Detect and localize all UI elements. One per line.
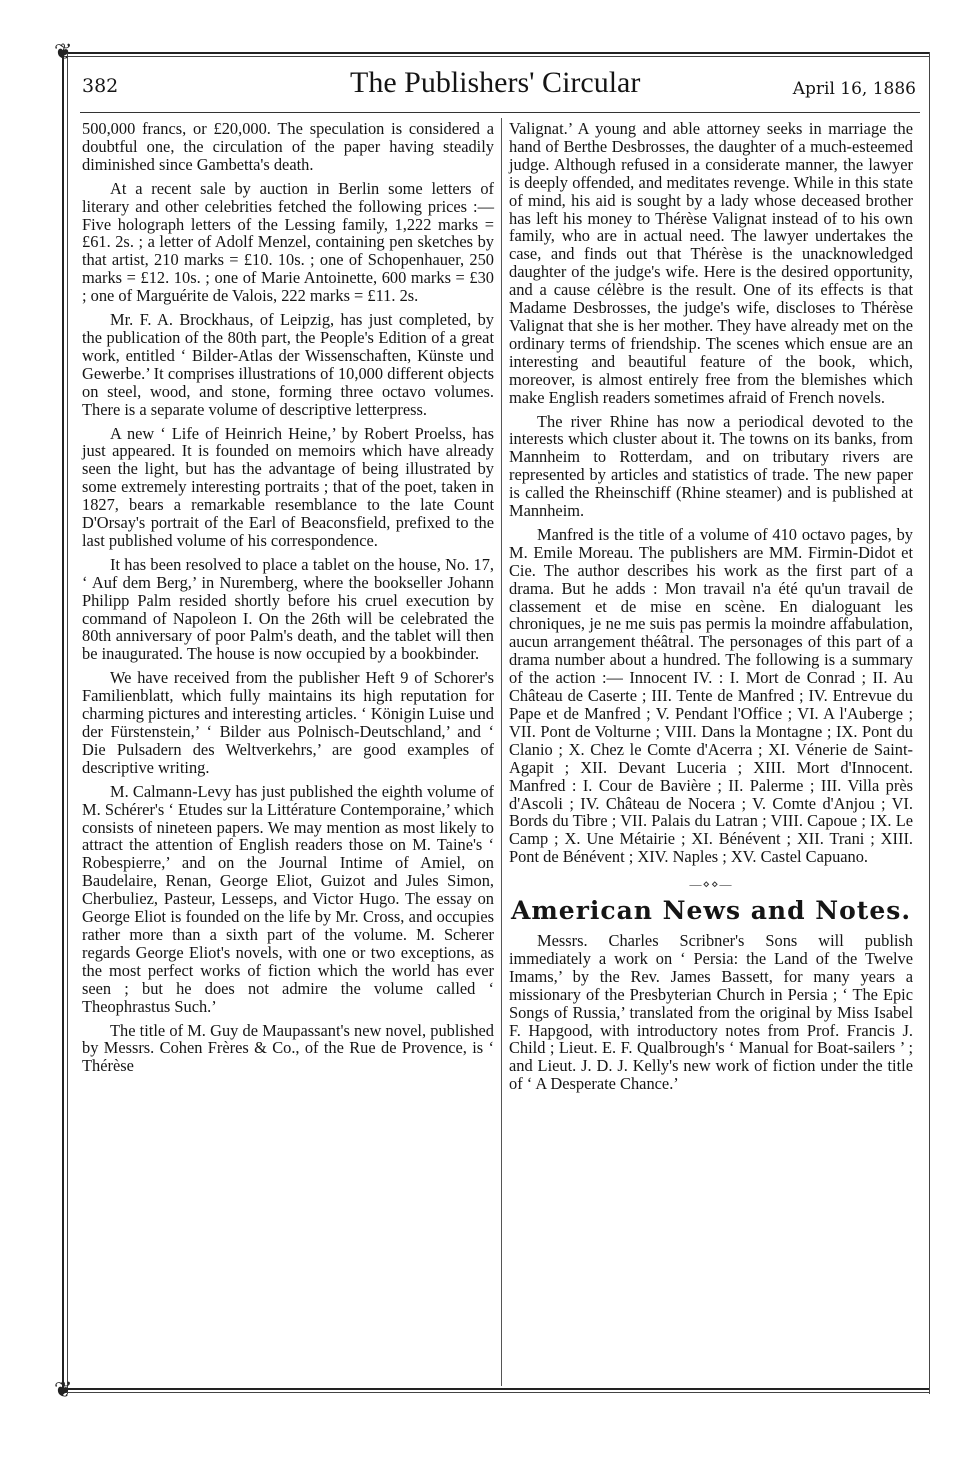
paragraph: The river Rhine has now a periodical devoted to the interests which cluster about it. The towns on its banks, from Mannheim to Rotterdam, and on tributary rivers are represented by articles and statistics of trade. The new paper is called the Rheinschiff (Rhine steamer) and is published at Mannheim.: [509, 411, 913, 521]
bottom-border-rule: [62, 1388, 930, 1390]
right-column: [509, 120, 913, 1099]
paragraph: Mr. F. A. Brockhaus, of Leipzig, has just completed, by the publication of the 80th part, the People's Edition of a great work, entitled ‘ Bilder-Atlas der Wissenschaften, Künste und Gewerbe.’ It comprises illustrations of 10,000 different objects on steel, wood, and stone, forming three octavo volumes. There is a separate volume of descriptive letterpress.: [82, 310, 494, 419]
top-border-rule: [62, 52, 930, 54]
paragraph: Manfred is the title of a volume of 410 octavo pages, by M. Emile Moreau. The publishers are MM. Firmin-Didot et Cie. The author describes his work as the first part of a drama. But he adds : Mon travail n'a été qu'un travail de classement et de mise en scène. En dialoguant les chroniques, je ne me suis pas permis la moindre affabulation, aucun arrangement théâtral. The personages of this part of a drama number about a hundred. The following is a summary of the action :— Innocent IV. : I. Mort de Conrad ; II. Au Château de Caserte ; III. Tente de Manfred ; IV. Entrevue du Pape et de Manfred ; V. Pendant l'Office ; VI. A l'Auberge ; VII. Pont de Volturne ; VIII. Dans la Montagne ; IX. Pont du Clanio ; X. Chez le Comte d'Acerra ; XI. Vénerie de Saint-Agapit ; XII. Devant Luceria ; XIII. Mort d'Innocent. Manfred : I. Cour de Bavière ; II. Palerme ; III. Villa près d'Ascoli ; IV. Château de Nocera ; V. Comte d'Anjou ; VI. Bords du Tibre ; VII. Palais du Latran ; VIII. Capoue ; IX. Le Camp ; X. Une Métairie ; XI. Bénévent ; XII. Trani ; XIII. Pont de Bénévent ; XIV. Naples ; XV. Castel Capuano.: [509, 524, 913, 867]
left-border-rule-inner: [67, 52, 68, 1394]
corner-ornament-icon: ❦: [54, 40, 73, 65]
paragraph: We have received from the publisher Heft 9 of Schorer's Familienblatt, which fully maintains its high reputation for charming pictures and interesting articles. ‘ Königin Luise und der Fürstenstein,’ ‘ Bilder aus Polnisch-Deutschland,’ and ‘ Die Pulsadern des Weltverkehrs,’ are good examples of descriptive writing.: [82, 668, 494, 777]
section-divider: —⋄⋄—: [689, 877, 733, 892]
left-column: [82, 120, 494, 1081]
paragraph: The title of M. Guy de Maupassant's new novel, published by Messrs. Cohen Frères & Co., of the Rue de Provence, is ‘ Thérèse: [82, 1020, 494, 1076]
paragraph: M. Calmann-Levy has just published the eighth volume of M. Schérer's ‘ Etudes sur la Littérature Contemporaine,’ which consists of nineteen papers. We may mention as most likely to attract the attention of English readers those on M. Taine's ‘ Robespierre,’ and on the Journal Intime of Amiel, on Baudelaire, Renan, George Eliot, Guizot and Jules Simon, Cherbuliez, Pasteur, Lesseps, and Victor Hugo. The essay on George Eliot is founded on the life by Mr. Cross, and occupies rather more than a sixth part of the volume. M. Scherer regards George Eliot's novels, with one or two exceptions, as the most perfect works of fiction which the world has ever seen ; but he does not admire the volume called ‘ Theophrastus Such.’: [82, 781, 494, 1016]
paragraph: Valignat.’ A young and able attorney seeks in marriage the hand of Berthe Desbrosses, the daughter of a much-esteemed judge. Although refused in a considerate manner, the lawyer is deeply offended, and meditates revenge. While in this state of mind, his aid is sought by a lady whose deceased brother has left his money to Thérèse Valignat instead of to his own family, who are in actual need. The lawyer undertakes the case, and finds out that Thérèse is the unacknowledged daughter of the judge's wife. Here is the desired opportunity, and a cause célèbre is the result. One of its effects is that Madame Desbrosses, the judge's wife, discloses to Thérèse Valignat that she is her mother. They have already met on the ordinary terms of friendship. The scenes which ensue are an interesting and beautiful feature of the book, which, moreover, is almost entirely free from the blemishes which make English readers sometimes afraid of French novels.: [509, 119, 913, 407]
column-divider: [501, 118, 502, 1386]
top-border-rule-inner: [62, 56, 930, 57]
left-border-rule: [62, 52, 64, 1394]
paragraph: It has been resolved to place a tablet on the house, No. 17, ‘ Auf dem Berg,’ in Nuremberg, where the bookseller Johann Philipp Palm resided shortly before his cruel execution by command of Napoleon I. On the 26th will be celebrated the 80th anniversary of poor Palm's death, and the tablet will then be inaugurated. The house is now occupied by a bookbinder.: [82, 554, 494, 664]
paragraph: Messrs. Charles Scribner's Sons will publish immediately a work on ‘ Persia: the Land of the Twelve Imams,’ by the Rev. James Bassett, for many years a missionary of the Presbyterian Church in Persia ; ‘ The Epic Songs of Russia,’ translated from the original by Miss Isabel F. Hapgood, with introductory notes from Prof. Francis J. Child ; Lieut. E. F. Qualbrough's ‘ Manual for Boat-sailers ’ ; and Lieut. J. D. J. Kelly's new work of fiction under the title of ‘ A Desperate Chance.’: [509, 930, 913, 1094]
paragraph: At a recent sale by auction in Berlin some letters of literary and other celebrities fetched the following prices :—Five holograph letters of the Lessing family, 1,222 marks = £61. 2s. ; a letter of Adolf Menzel, containing pen sketches by that artist, 210 marks = £10. 10s. ; one of Schopenhauer, 250 marks = £12. 10s. ; one of Marie Antoinette, 600 marks = £30 ; one of Marguérite de Valois, 222 marks = £11. 2s.: [82, 178, 494, 306]
right-border-rule: [929, 52, 930, 1394]
paragraph: A new ‘ Life of Heinrich Heine,’ by Robert Proelss, has just appeared. It is founded on memoirs which have already seen the light, but has the advantage of being illustrated by some extremely interesting portraits ; that of the poet, taken in 1827, bears a remarkable resemblance to the late Count D'Orsay's portrait of the Earl of Beaconsfield, prefixed to the last published volume of his correspondence.: [82, 423, 494, 550]
paragraph: 500,000 francs, or £20,000. The speculation is considered a doubtful one, the circulation of the paper having steadily diminished since Gambetta's death.: [82, 119, 494, 174]
corner-ornament-icon: ❦: [54, 1378, 73, 1403]
issue-date: April 16, 1886: [792, 79, 916, 99]
bottom-border-rule-inner: [62, 1392, 930, 1393]
page-number: 382: [82, 75, 119, 97]
section-heading: American News and Notes.: [510, 896, 912, 926]
page-title: The Publishers' Circular: [350, 66, 641, 99]
header-rule: [80, 112, 920, 113]
